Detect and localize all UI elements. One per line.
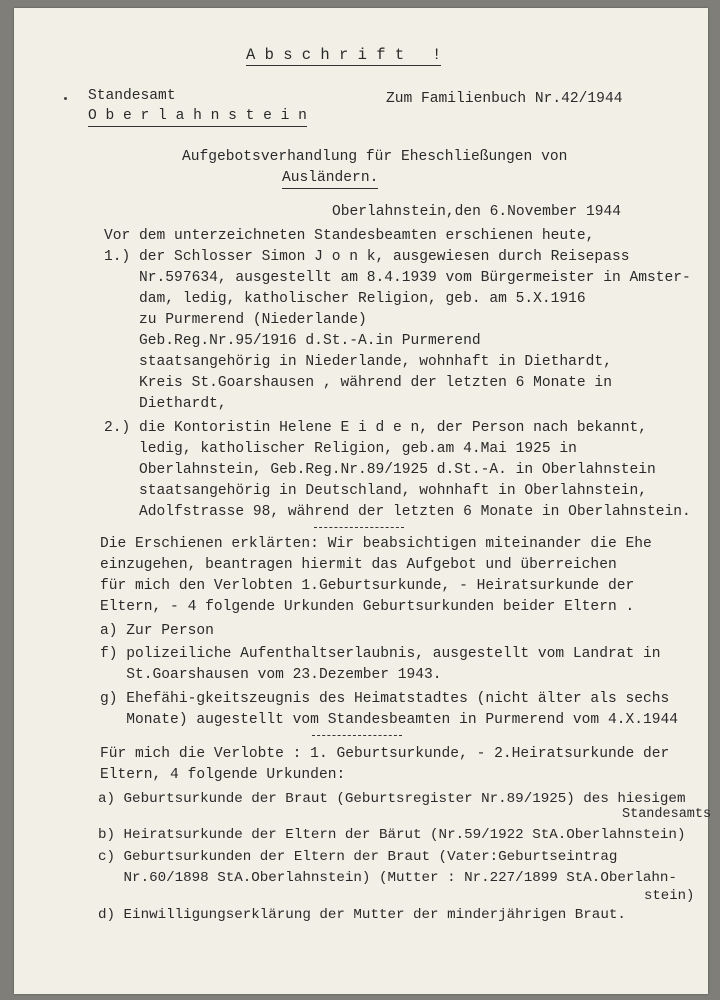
item-b-marriage-certificate: b) Heiratsurkunde der Eltern der Bärut (Nr.59/1922 StA.Oberlahnstein) — [98, 827, 686, 843]
item-a-continuation: Standesamts — [622, 807, 712, 822]
item-g-line: g) Ehefähi-gkeitszeugnis des Heimatstadtes (nicht älter als sechs — [100, 691, 670, 707]
office-town: O b e r l a h n s t e i n — [88, 107, 307, 127]
declaration-line: Die Erschienen erklärten: Wir beabsichtigen miteinander die Ehe — [100, 536, 652, 552]
intro-text: Vor dem unterzeichneten Standesbeamten erschienen heute, — [104, 228, 595, 244]
item-g-line: Monate) augestellt vom Standesbeamten in Purmerend vom 4.X.1944 — [100, 712, 679, 728]
item-d-consent: d) Einwilligungserklärung der Mutter der minderjährigen Braut. — [98, 907, 626, 923]
margin-dot — [64, 97, 67, 100]
item-c-continuation: stein) — [644, 888, 695, 904]
bride-documents-line: Für mich die Verlobte : 1. Geburtsurkunde, - 2.Heiratsurkunde der — [100, 746, 670, 762]
party-1-line: zu Purmerend (Niederlande) — [104, 312, 367, 328]
document-page — [14, 8, 712, 994]
party-2-line: Adolfstrasse 98, während der letzten 6 Monate in Oberlahnstein. — [104, 504, 691, 520]
item-c-line: c) Geburtsurkunden der Eltern der Braut (Vater:Geburtseintrag — [98, 849, 618, 865]
party-2-line: 2.) die Kontoristin Helene E i d e n, der Person nach bekannt, — [104, 420, 647, 436]
declaration-line: für mich den Verlobten 1.Geburtsurkunde, - Heiratsurkunde der — [100, 578, 635, 594]
document-title: Aufgebotsverhandlung für Eheschließungen von — [182, 149, 568, 165]
item-a-birth-certificate: a) Geburtsurkunde der Braut (Geburtsregister Nr.89/1925) des hiesigem — [98, 791, 686, 807]
familienbuch-number: Zum Familienbuch Nr.42/1944 — [386, 91, 623, 107]
party-2-line: Oberlahnstein, Geb.Reg.Nr.89/1925 d.St.-A. in Oberlahnstein — [104, 462, 656, 478]
declaration-line: einzugehen, beantragen hiermit das Aufgebot und überreichen — [100, 557, 617, 573]
separator-line — [314, 527, 404, 528]
party-1-line: Kreis St.Goarshausen , während der letzten 6 Monate in — [104, 375, 612, 391]
bride-documents-line: Eltern, 4 folgende Urkunden: — [100, 767, 346, 783]
item-f-line: St.Goarshausen vom 23.Dezember 1943. — [100, 667, 442, 683]
place-and-date: Oberlahnstein,den 6.November 1944 — [332, 204, 622, 220]
party-1-line: Geb.Reg.Nr.95/1916 d.St.-A.in Purmerend — [104, 333, 481, 349]
separator-line — [312, 735, 402, 736]
party-2-line: staatsangehörig in Deutschland, wohnhaft in Oberlahnstein, — [104, 483, 647, 499]
party-1-line: Diethardt, — [104, 396, 227, 412]
party-1-line: dam, ledig, katholischer Religion, geb. am 5.X.1916 — [104, 291, 586, 307]
item-a-person: a) Zur Person — [100, 623, 214, 639]
party-1-line: Nr.597634, ausgestellt am 8.4.1939 vom Bürgermeister in Amster- — [104, 270, 691, 286]
party-2-line: ledig, katholischer Religion, geb.am 4.Mai 1925 in — [104, 441, 577, 457]
item-f-line: f) polizeiliche Aufenthaltserlaubnis, ausgestellt vom Landrat in — [100, 646, 661, 662]
declaration-line: Eltern, - 4 folgende Urkunden Geburtsurkunden beider Eltern . — [100, 599, 635, 615]
document-heading: A b s c h r i f t ! — [246, 46, 442, 64]
document-title-line2: Ausländern. — [282, 169, 378, 189]
item-c-line: Nr.60/1898 StA.Oberlahnstein) (Mutter : Nr.227/1899 StA.Oberlahn- — [98, 870, 677, 886]
party-1-line: staatsangehörig in Niederlande, wohnhaft in Diethardt, — [104, 354, 612, 370]
party-1-line: 1.) der Schlosser Simon J o n k, ausgewiesen durch Reisepass — [104, 249, 630, 265]
office-name: Standesamt — [88, 88, 176, 104]
